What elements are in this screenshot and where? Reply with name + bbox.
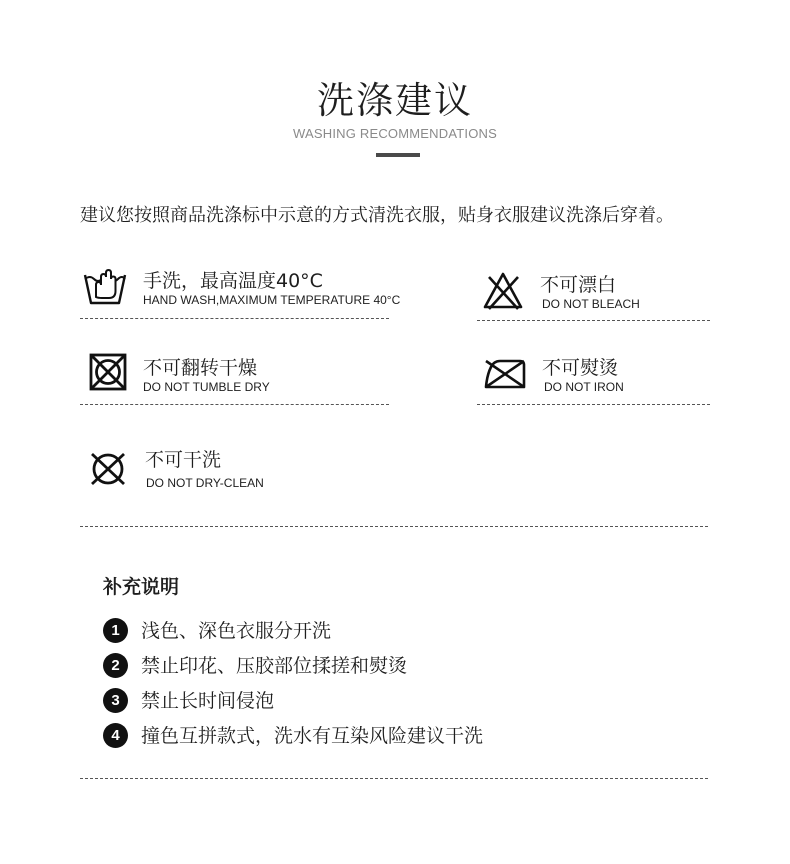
number-badge: 1 — [103, 618, 128, 643]
care-label-zh: 手洗，最高温度40°C — [143, 270, 323, 292]
divider — [477, 320, 710, 321]
note-text: 撞色互拼款式，洗水有互染风险建议干洗 — [141, 725, 484, 747]
care-label-zh: 不可翻转干燥 — [143, 357, 258, 379]
care-label-en: HAND WASH,MAXIMUM TEMPERATURE 40°C — [143, 293, 401, 307]
note-text: 禁止长时间侵泡 — [141, 690, 275, 712]
care-label-zh: 不可漂白 — [540, 274, 617, 296]
note-text: 浅色、深色衣服分开洗 — [141, 620, 332, 642]
page-subtitle: WASHING RECOMMENDATIONS — [293, 126, 497, 141]
care-label-zh: 不可熨烫 — [542, 357, 619, 379]
number-badge: 2 — [103, 653, 128, 678]
divider — [80, 318, 389, 319]
bottom-divider — [80, 778, 708, 779]
care-label-en: DO NOT DRY-CLEAN — [146, 476, 264, 490]
no-dry-clean-icon — [88, 450, 128, 488]
care-label-zh: 不可干洗 — [145, 449, 222, 471]
no-bleach-icon — [482, 271, 524, 311]
notes-title: 补充说明 — [103, 576, 180, 598]
care-label-en: DO NOT IRON — [544, 380, 624, 394]
care-label-en: DO NOT TUMBLE DRY — [143, 380, 270, 394]
page-title: 洗涤建议 — [317, 79, 473, 122]
title-divider — [376, 153, 420, 157]
note-text: 禁止印花、压胶部位揉搓和熨烫 — [141, 655, 408, 677]
divider — [477, 404, 710, 405]
intro-text: 建议您按照商品洗涤标中示意的方式清洗衣服，贴身衣服建议洗涤后穿着。 — [80, 205, 674, 226]
no-iron-icon — [482, 355, 528, 391]
section-divider — [80, 526, 708, 527]
divider — [80, 404, 389, 405]
care-label-en: DO NOT BLEACH — [542, 297, 640, 311]
no-tumble-dry-icon — [88, 352, 128, 392]
hand-wash-icon — [82, 267, 128, 307]
number-badge: 4 — [103, 723, 128, 748]
number-badge: 3 — [103, 688, 128, 713]
